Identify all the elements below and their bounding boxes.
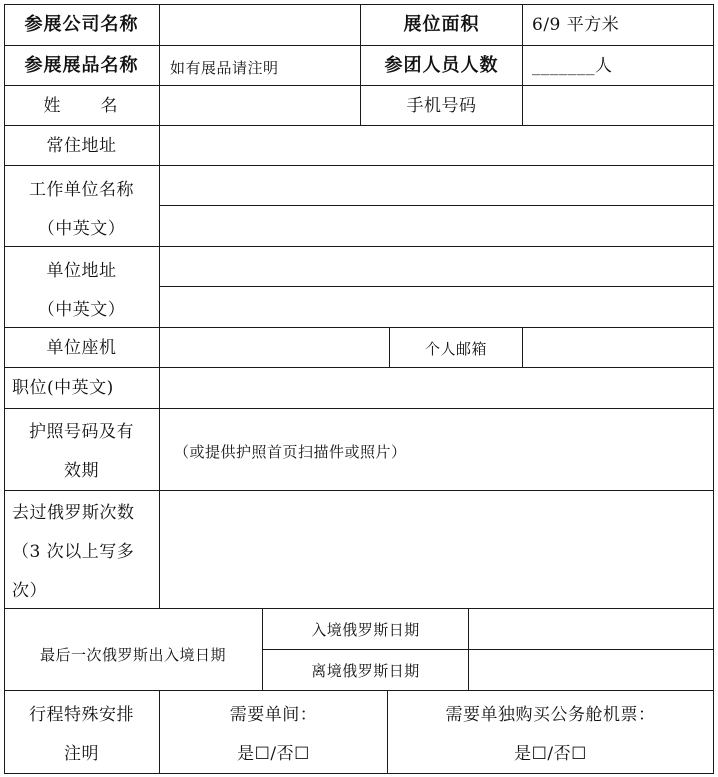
- position-label: 职位(中英文): [12, 378, 114, 398]
- members-count-value: _______人: [532, 56, 613, 76]
- work-unit-label-sub: （中英文）: [37, 219, 126, 239]
- product-name-label: 参展展品名称: [24, 55, 139, 76]
- special-arrangement-label-sub: 注明: [64, 744, 99, 764]
- table-rule: [4, 367, 714, 368]
- table-rule: [4, 408, 714, 409]
- russia-visits-label-sub: （3 次以上写多: [12, 542, 135, 562]
- russia-visits-label: 去过俄罗斯次数: [12, 503, 135, 523]
- business-class-choice[interactable]: 是☐/否☐: [514, 744, 587, 764]
- table-rule: [468, 608, 469, 691]
- table-rule: [159, 205, 714, 206]
- table-rule: [4, 490, 714, 491]
- last-entry-exit-label: 最后一次俄罗斯出入境日期: [39, 646, 226, 664]
- table-rule: [713, 4, 714, 774]
- product-name-hint: 如有展品请注明: [170, 59, 279, 77]
- work-unit-label: 工作单位名称: [29, 180, 134, 200]
- name-label: 姓 名: [43, 96, 120, 116]
- unit-address-label: 单位地址: [46, 261, 117, 281]
- passport-label: 护照号码及有: [29, 422, 134, 442]
- table-rule: [262, 649, 714, 650]
- special-arrangement-label: 行程特殊安排: [29, 705, 134, 725]
- unit-address-label-sub: （中英文）: [37, 300, 126, 320]
- passport-label-sub: 效期: [64, 461, 99, 481]
- table-rule: [4, 608, 714, 609]
- table-rule: [4, 690, 714, 691]
- unit-phone-label: 单位座机: [46, 338, 117, 358]
- table-rule: [159, 4, 160, 609]
- table-rule: [4, 165, 714, 166]
- single-room-label: 需要单间：: [229, 705, 318, 725]
- table-rule: [4, 125, 714, 126]
- booth-area-value: 6/9 平方米: [532, 15, 620, 35]
- table-rule: [159, 286, 714, 287]
- registration-form-table: [4, 4, 714, 774]
- table-rule: [4, 4, 714, 5]
- russia-visits-label-end: 次）: [12, 581, 47, 601]
- table-rule: [4, 85, 714, 86]
- single-room-choice[interactable]: 是☐/否☐: [237, 744, 310, 764]
- table-rule: [4, 773, 714, 774]
- email-label: 个人邮箱: [424, 340, 487, 358]
- table-rule: [522, 327, 523, 368]
- residence-address-label: 常住地址: [46, 136, 117, 156]
- entry-date-label: 入境俄罗斯日期: [311, 621, 420, 639]
- members-count-label: 参团人员人数: [384, 55, 499, 76]
- business-class-label: 需要单独购买公务舱机票：: [445, 705, 656, 725]
- table-rule: [4, 327, 714, 328]
- table-rule: [4, 45, 714, 46]
- company-name-label: 参展公司名称: [24, 14, 139, 35]
- table-rule: [4, 246, 714, 247]
- mobile-label: 手机号码: [406, 96, 477, 116]
- table-rule: [522, 4, 523, 126]
- passport-hint: （或提供护照首页扫描件或照片）: [174, 443, 407, 461]
- booth-area-label: 展位面积: [403, 14, 480, 35]
- exit-date-label: 离境俄罗斯日期: [311, 662, 420, 680]
